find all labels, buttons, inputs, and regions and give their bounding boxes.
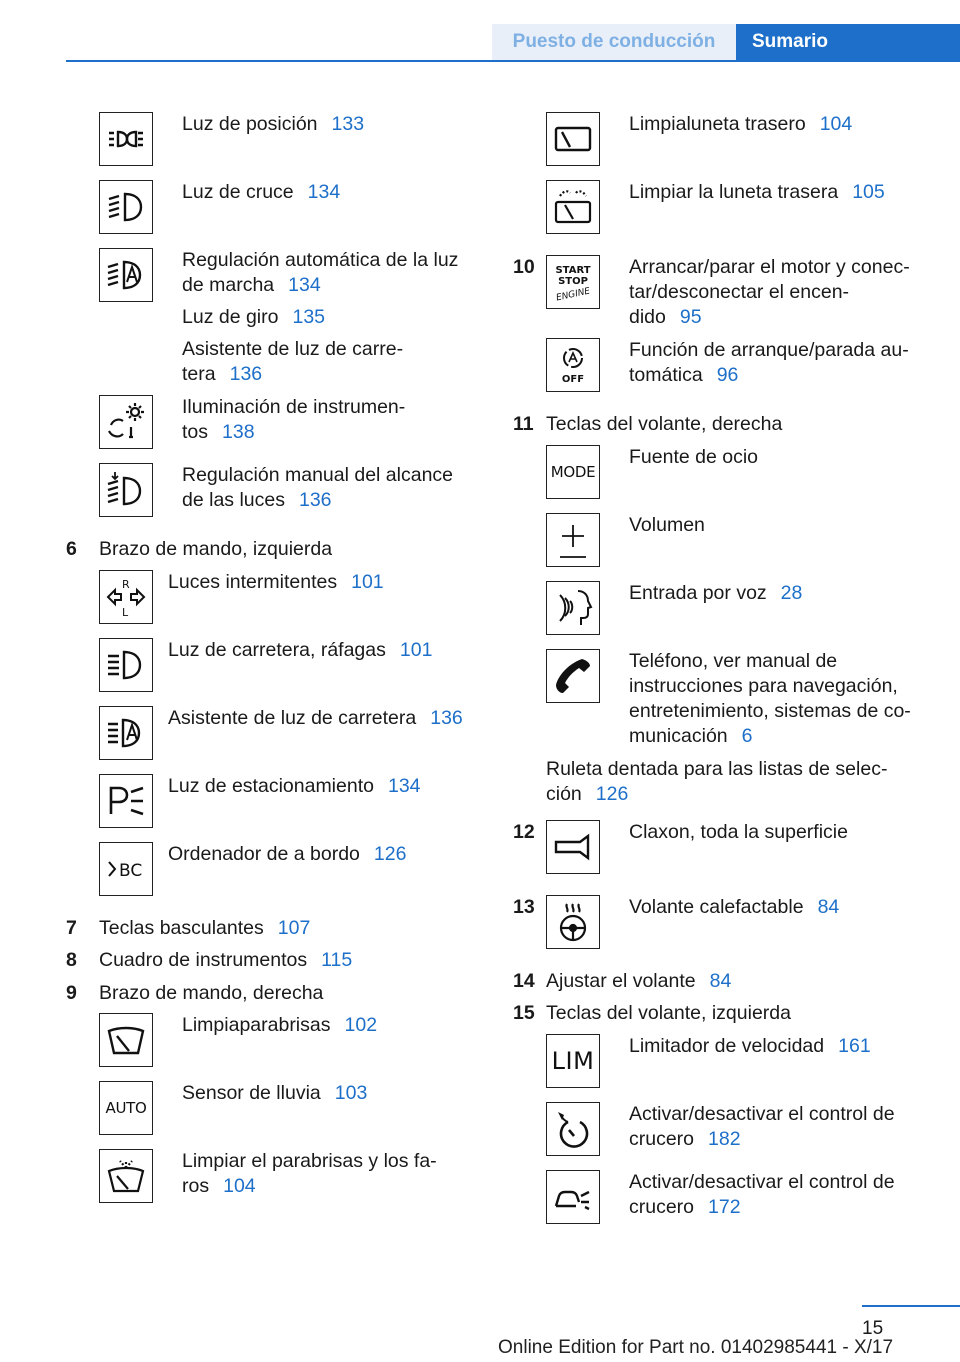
item-number: 9 (66, 982, 77, 1004)
entry-text: Activar/desactivar el control de crucero 182 (629, 1103, 895, 1150)
section-tab[interactable]: Puesto de conducción (492, 24, 736, 60)
item-number: 15 (513, 1002, 535, 1024)
item-number: 13 (513, 896, 535, 918)
page-ref[interactable]: 105 (852, 181, 885, 203)
page-ref[interactable]: 96 (716, 364, 739, 386)
voice-input-icon[interactable] (546, 581, 600, 635)
auto-start-stop-off-icon[interactable] (546, 338, 600, 392)
entry-text: Volumen (629, 514, 705, 536)
entry-heading: Teclas del volante, derecha (546, 413, 783, 435)
entry-text: Luz de carretera, ráfagas 101 (168, 639, 433, 661)
rear-washer-icon (546, 180, 600, 234)
entry-text: Fuente de ocio (629, 446, 759, 468)
entry-text: Cuadro de instrumentos 115 (99, 949, 353, 971)
cruise-control-icon[interactable] (546, 1102, 600, 1156)
volume-plus-icon[interactable] (546, 513, 600, 567)
page-ref[interactable]: 115 (321, 949, 353, 971)
summary-tab[interactable]: Sumario (736, 24, 960, 60)
low-beam-icon (99, 180, 153, 234)
item-number: 11 (513, 413, 534, 435)
page-ref[interactable]: 103 (334, 1082, 368, 1104)
parking-light-icon (99, 774, 153, 828)
page-ref[interactable]: 134 (387, 775, 421, 797)
entry-text: Función de arranque/parada au- tomática 96 (629, 339, 909, 386)
page-ref[interactable]: 161 (838, 1035, 871, 1057)
page-ref[interactable]: 134 (307, 181, 341, 203)
page-ref[interactable]: 101 (351, 571, 384, 593)
heated-wheel-icon[interactable] (546, 895, 600, 949)
washer-icon (99, 1149, 153, 1203)
page-ref[interactable]: 6 (741, 725, 753, 747)
page-ref[interactable]: 172 (708, 1196, 741, 1218)
windscreen-wiper-icon (99, 1013, 153, 1067)
entry-text: Limpiar el parabrisas y los fa- ros 104 (182, 1150, 437, 1197)
instrument-lighting-icon (99, 395, 153, 449)
entry-text: Regulación automática de la luz de marcha 134 (182, 249, 459, 296)
bc-icon (99, 842, 153, 896)
page-ref[interactable]: 138 (222, 421, 255, 443)
entry-text: Asistente de luz de carretera 136 (168, 707, 463, 729)
entry-text: Entrada por voz 28 (629, 582, 803, 604)
entry-text: Luz de giro 135 (182, 306, 326, 328)
turn-signal-icon (99, 570, 153, 624)
side-lights-icon (99, 112, 153, 166)
page-ref[interactable]: 101 (399, 639, 433, 661)
entry-text: Arrancar/parar el motor y conec- tar/desconectar el encen- dido 95 (629, 256, 910, 328)
svg-text:BC: BC (119, 861, 143, 881)
svg-text:R: R (122, 578, 130, 591)
entry-text: Limpiar la luneta trasera 105 (629, 181, 885, 203)
item-number: 12 (513, 821, 535, 843)
entry-text: Luces intermitentes 101 (168, 571, 384, 593)
page-ref[interactable]: 136 (430, 707, 463, 729)
footer-rule (862, 1305, 960, 1307)
entry-heading: Brazo de mando, izquierda (99, 538, 333, 560)
entry-text: Limpialuneta trasero 104 (629, 113, 853, 135)
entry-text: Activar/desactivar el control de crucero 172 (629, 1171, 895, 1218)
rain-sensor-icon: AUTO (99, 1081, 153, 1135)
entry-text: Volante calefactable 84 (629, 896, 840, 918)
rear-wiper-icon (546, 112, 600, 166)
page-ref[interactable]: 135 (292, 306, 326, 328)
entry-text: Sensor de lluvia 103 (182, 1082, 368, 1104)
header-rule (66, 60, 960, 62)
svg-text:START: START (555, 265, 591, 276)
edition-label: Online Edition for Part no. 01402985441 - X/17 (498, 1337, 894, 1358)
headlight-range-icon (99, 463, 153, 517)
entry-text: Limitador de velocidad 161 (629, 1035, 871, 1057)
svg-text:L: L (122, 606, 129, 618)
page-ref[interactable]: 136 (229, 363, 263, 385)
page-ref[interactable]: 84 (817, 896, 840, 918)
svg-text:OFF: OFF (561, 374, 585, 385)
high-beam-assist-icon (99, 706, 153, 760)
entry-text: Ajustar el volante 84 (546, 970, 732, 992)
mode-icon[interactable]: MODE (546, 445, 600, 499)
entry-text: Luz de posición 133 (182, 113, 365, 135)
entry-text: Ruleta dentada para las listas de selec- ción 126 (546, 758, 888, 805)
speed-limiter-icon[interactable]: LIM (546, 1034, 600, 1088)
entry-text: Luz de estacionamiento 134 (168, 775, 421, 797)
entry-heading: Brazo de mando, derecha (99, 982, 324, 1004)
page-ref[interactable]: 126 (595, 783, 629, 805)
page-ref[interactable]: 95 (679, 306, 702, 328)
item-number: 8 (66, 949, 77, 971)
svg-text:ENGINE: ENGINE (555, 286, 592, 303)
page-ref[interactable]: 136 (298, 489, 332, 511)
page-ref[interactable]: 104 (819, 113, 853, 135)
page-ref[interactable]: 107 (277, 917, 311, 939)
horn-icon[interactable] (546, 820, 600, 874)
auto-headlight-icon (99, 248, 153, 302)
entry-text: Luz de cruce 134 (182, 181, 341, 203)
page-ref[interactable]: 133 (331, 113, 365, 135)
page-ref[interactable]: 126 (373, 843, 407, 865)
item-number: 6 (66, 538, 77, 560)
entry-text: Iluminación de instrumen- tos 138 (182, 396, 406, 443)
entry-text: Ordenador de a bordo 126 (168, 843, 407, 865)
item-number: 10 (513, 256, 535, 278)
page-ref[interactable]: 182 (708, 1128, 741, 1150)
page-ref[interactable]: 102 (344, 1014, 378, 1036)
page-number: 15 (862, 1318, 884, 1339)
high-beam-icon (99, 638, 153, 692)
entry-text: Claxon, toda la superficie (629, 821, 848, 843)
page-ref[interactable]: 28 (780, 582, 803, 604)
entry-text: Limpiaparabrisas 102 (182, 1014, 378, 1036)
page-ref[interactable]: 104 (223, 1175, 256, 1197)
active-cruise-icon[interactable] (546, 1170, 600, 1224)
entry-heading: Teclas del volante, izquierda (546, 1002, 791, 1024)
entry-text: Regulación manual del alcance de las luces 136 (182, 464, 454, 511)
phone-icon[interactable] (546, 649, 600, 703)
entry-text: Teclas basculantes 107 (99, 917, 311, 939)
item-number: 14 (513, 970, 535, 992)
page-ref[interactable]: 134 (288, 274, 321, 296)
entry-text: Teléfono, ver manual de instrucciones para navegación, entretenimiento, sistemas de co- municación 6 (629, 650, 911, 747)
start-stop-icon[interactable] (546, 255, 600, 309)
item-number: 7 (66, 917, 77, 939)
page-ref[interactable]: 84 (709, 970, 732, 992)
entry-text: Asistente de luz de carre- tera 136 (182, 338, 404, 385)
svg-text:STOP: STOP (558, 276, 588, 287)
